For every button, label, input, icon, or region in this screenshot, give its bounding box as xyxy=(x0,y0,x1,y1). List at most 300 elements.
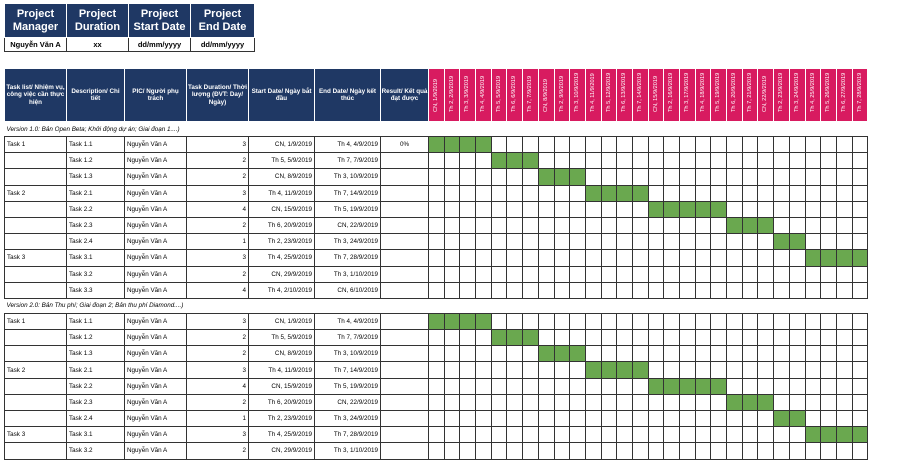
gantt-day-cell[interactable] xyxy=(789,266,805,282)
gantt-day-cell[interactable] xyxy=(742,201,758,217)
gantt-day-cell[interactable] xyxy=(523,185,539,201)
gantt-day-cell[interactable] xyxy=(585,217,601,233)
result-cell[interactable]: 0% xyxy=(381,137,429,153)
gantt-day-cell[interactable] xyxy=(789,201,805,217)
gantt-bar-cell[interactable] xyxy=(805,427,821,443)
gantt-day-cell[interactable] xyxy=(632,411,648,427)
gantt-day-cell[interactable] xyxy=(523,378,539,394)
duration-cell[interactable]: 2 xyxy=(187,394,249,410)
description-cell[interactable]: Task 1.2 xyxy=(67,153,125,169)
gantt-day-cell[interactable] xyxy=(444,185,460,201)
gantt-day-cell[interactable] xyxy=(460,217,476,233)
gantt-day-cell[interactable] xyxy=(680,169,696,185)
gantt-day-cell[interactable] xyxy=(570,378,586,394)
gantt-day-cell[interactable] xyxy=(789,443,805,459)
gantt-day-cell[interactable] xyxy=(444,330,460,346)
start-date-cell[interactable]: Th 6, 20/9/2019 xyxy=(249,217,315,233)
description-cell[interactable]: Task 2.3 xyxy=(67,394,125,410)
gantt-day-cell[interactable] xyxy=(789,137,805,153)
gantt-day-cell[interactable] xyxy=(601,282,617,298)
gantt-day-cell[interactable] xyxy=(664,330,680,346)
gantt-day-cell[interactable] xyxy=(852,394,868,410)
gantt-day-cell[interactable] xyxy=(538,362,554,378)
gantt-day-cell[interactable] xyxy=(429,443,445,459)
end-date-cell[interactable]: Th 7, 28/9/2019 xyxy=(315,250,381,266)
end-date-cell[interactable]: CN, 22/9/2019 xyxy=(315,394,381,410)
gantt-day-cell[interactable] xyxy=(460,427,476,443)
gantt-day-cell[interactable] xyxy=(680,346,696,362)
gantt-day-cell[interactable] xyxy=(821,137,837,153)
end-date-cell[interactable]: Th 7, 7/9/2019 xyxy=(315,330,381,346)
gantt-day-cell[interactable] xyxy=(805,234,821,250)
gantt-day-cell[interactable] xyxy=(680,217,696,233)
gantt-day-cell[interactable] xyxy=(523,250,539,266)
gantt-day-cell[interactable] xyxy=(852,378,868,394)
pic-cell[interactable]: Nguyễn Văn A xyxy=(125,217,187,233)
gantt-day-cell[interactable] xyxy=(664,137,680,153)
gantt-day-cell[interactable] xyxy=(758,137,774,153)
gantt-day-cell[interactable] xyxy=(774,346,790,362)
description-cell[interactable]: Task 2.1 xyxy=(67,185,125,201)
gantt-day-cell[interactable] xyxy=(852,313,868,329)
gantt-bar-cell[interactable] xyxy=(695,201,711,217)
gantt-day-cell[interactable] xyxy=(695,185,711,201)
gantt-day-cell[interactable] xyxy=(523,427,539,443)
gantt-day-cell[interactable] xyxy=(460,185,476,201)
gantt-day-cell[interactable] xyxy=(554,282,570,298)
gantt-day-cell[interactable] xyxy=(852,201,868,217)
gantt-bar-cell[interactable] xyxy=(648,201,664,217)
gantt-bar-cell[interactable] xyxy=(664,201,680,217)
gantt-day-cell[interactable] xyxy=(476,185,492,201)
gantt-day-cell[interactable] xyxy=(758,443,774,459)
end-date-cell[interactable]: Th 3, 1/10/2019 xyxy=(315,443,381,459)
gantt-day-cell[interactable] xyxy=(460,169,476,185)
end-date-cell[interactable]: Th 7, 28/9/2019 xyxy=(315,427,381,443)
gantt-day-cell[interactable] xyxy=(444,217,460,233)
gantt-day-cell[interactable] xyxy=(601,330,617,346)
gantt-day-cell[interactable] xyxy=(460,411,476,427)
gantt-day-cell[interactable] xyxy=(538,153,554,169)
pic-cell[interactable]: Nguyễn Văn A xyxy=(125,346,187,362)
gantt-day-cell[interactable] xyxy=(836,394,852,410)
gantt-day-cell[interactable] xyxy=(507,217,523,233)
start-date-cell[interactable]: CN, 8/9/2019 xyxy=(249,346,315,362)
gantt-day-cell[interactable] xyxy=(617,266,633,282)
gantt-day-cell[interactable] xyxy=(491,137,507,153)
gantt-day-cell[interactable] xyxy=(852,411,868,427)
gantt-day-cell[interactable] xyxy=(680,266,696,282)
gantt-day-cell[interactable] xyxy=(664,427,680,443)
description-cell[interactable]: Task 1.2 xyxy=(67,330,125,346)
gantt-day-cell[interactable] xyxy=(554,394,570,410)
gantt-bar-cell[interactable] xyxy=(538,346,554,362)
gantt-day-cell[interactable] xyxy=(758,411,774,427)
gantt-day-cell[interactable] xyxy=(554,185,570,201)
header-end-date[interactable]: End Date/ Ngày kết thúc xyxy=(315,69,381,122)
gantt-day-cell[interactable] xyxy=(774,362,790,378)
gantt-day-cell[interactable] xyxy=(507,313,523,329)
gantt-day-cell[interactable] xyxy=(664,346,680,362)
gantt-day-cell[interactable] xyxy=(617,411,633,427)
gantt-day-cell[interactable] xyxy=(554,411,570,427)
gantt-day-cell[interactable] xyxy=(601,411,617,427)
gantt-day-cell[interactable] xyxy=(585,137,601,153)
date-header[interactable] xyxy=(601,69,617,122)
start-date-cell[interactable]: CN, 8/9/2019 xyxy=(249,169,315,185)
gantt-day-cell[interactable] xyxy=(695,169,711,185)
gantt-day-cell[interactable] xyxy=(617,153,633,169)
gantt-day-cell[interactable] xyxy=(507,394,523,410)
gantt-day-cell[interactable] xyxy=(758,169,774,185)
pic-cell[interactable]: Nguyễn Văn A xyxy=(125,169,187,185)
gantt-day-cell[interactable] xyxy=(664,282,680,298)
gantt-day-cell[interactable] xyxy=(491,234,507,250)
gantt-day-cell[interactable] xyxy=(476,250,492,266)
date-header[interactable] xyxy=(538,69,554,122)
gantt-day-cell[interactable] xyxy=(758,378,774,394)
gantt-day-cell[interactable] xyxy=(601,394,617,410)
gantt-day-cell[interactable] xyxy=(774,153,790,169)
gantt-day-cell[interactable] xyxy=(852,443,868,459)
gantt-day-cell[interactable] xyxy=(727,282,743,298)
end-date-cell[interactable]: Th 7, 7/9/2019 xyxy=(315,153,381,169)
gantt-day-cell[interactable] xyxy=(444,378,460,394)
date-header[interactable] xyxy=(695,69,711,122)
gantt-day-cell[interactable] xyxy=(601,137,617,153)
pic-cell[interactable]: Nguyễn Văn A xyxy=(125,443,187,459)
gantt-day-cell[interactable] xyxy=(476,411,492,427)
gantt-day-cell[interactable] xyxy=(852,362,868,378)
pic-cell[interactable]: Nguyễn Văn A xyxy=(125,153,187,169)
gantt-bar-cell[interactable] xyxy=(742,217,758,233)
result-cell[interactable] xyxy=(381,169,429,185)
gantt-bar-cell[interactable] xyxy=(507,153,523,169)
duration-cell[interactable]: 3 xyxy=(187,185,249,201)
start-date-cell[interactable]: Th 4, 25/9/2019 xyxy=(249,250,315,266)
duration-cell[interactable]: 3 xyxy=(187,137,249,153)
gantt-day-cell[interactable] xyxy=(632,250,648,266)
end-date-cell[interactable]: CN, 22/9/2019 xyxy=(315,217,381,233)
gantt-day-cell[interactable] xyxy=(758,266,774,282)
gantt-day-cell[interactable] xyxy=(664,185,680,201)
gantt-day-cell[interactable] xyxy=(617,201,633,217)
gantt-day-cell[interactable] xyxy=(727,201,743,217)
gantt-day-cell[interactable] xyxy=(711,427,727,443)
description-cell[interactable]: Task 1.1 xyxy=(67,137,125,153)
gantt-day-cell[interactable] xyxy=(460,443,476,459)
gantt-bar-cell[interactable] xyxy=(429,313,445,329)
gantt-day-cell[interactable] xyxy=(789,346,805,362)
description-cell[interactable]: Task 3.2 xyxy=(67,266,125,282)
task-list-cell[interactable] xyxy=(5,153,67,169)
gantt-day-cell[interactable] xyxy=(601,234,617,250)
gantt-bar-cell[interactable] xyxy=(836,250,852,266)
gantt-day-cell[interactable] xyxy=(632,443,648,459)
gantt-day-cell[interactable] xyxy=(507,443,523,459)
gantt-day-cell[interactable] xyxy=(632,427,648,443)
gantt-day-cell[interactable] xyxy=(664,153,680,169)
gantt-day-cell[interactable] xyxy=(523,411,539,427)
gantt-day-cell[interactable] xyxy=(570,250,586,266)
gantt-day-cell[interactable] xyxy=(585,282,601,298)
gantt-bar-cell[interactable] xyxy=(742,394,758,410)
gantt-day-cell[interactable] xyxy=(789,330,805,346)
result-cell[interactable] xyxy=(381,346,429,362)
gantt-day-cell[interactable] xyxy=(523,443,539,459)
gantt-day-cell[interactable] xyxy=(632,346,648,362)
gantt-day-cell[interactable] xyxy=(476,153,492,169)
gantt-day-cell[interactable] xyxy=(554,250,570,266)
gantt-day-cell[interactable] xyxy=(695,282,711,298)
gantt-day-cell[interactable] xyxy=(617,330,633,346)
gantt-day-cell[interactable] xyxy=(789,362,805,378)
gantt-day-cell[interactable] xyxy=(491,250,507,266)
gantt-day-cell[interactable] xyxy=(805,282,821,298)
result-cell[interactable] xyxy=(381,266,429,282)
gantt-day-cell[interactable] xyxy=(491,266,507,282)
gantt-day-cell[interactable] xyxy=(648,250,664,266)
gantt-day-cell[interactable] xyxy=(727,234,743,250)
gantt-day-cell[interactable] xyxy=(648,169,664,185)
gantt-day-cell[interactable] xyxy=(507,378,523,394)
gantt-day-cell[interactable] xyxy=(774,137,790,153)
gantt-day-cell[interactable] xyxy=(617,378,633,394)
gantt-day-cell[interactable] xyxy=(758,201,774,217)
gantt-day-cell[interactable] xyxy=(680,362,696,378)
gantt-day-cell[interactable] xyxy=(774,185,790,201)
section-label[interactable]: Version 2.0: Bản Thu phí; Giai đoạn 2; Bản thu phí Diamond....) xyxy=(5,298,868,313)
duration-cell[interactable]: 2 xyxy=(187,266,249,282)
gantt-day-cell[interactable] xyxy=(491,282,507,298)
result-cell[interactable] xyxy=(381,394,429,410)
gantt-day-cell[interactable] xyxy=(585,378,601,394)
header-pic[interactable]: PIC/ Người phụ trách xyxy=(125,69,187,122)
gantt-day-cell[interactable] xyxy=(852,266,868,282)
gantt-day-cell[interactable] xyxy=(789,217,805,233)
gantt-day-cell[interactable] xyxy=(648,427,664,443)
gantt-day-cell[interactable] xyxy=(680,443,696,459)
gantt-day-cell[interactable] xyxy=(632,313,648,329)
start-date-cell[interactable]: Th 4, 2/10/2019 xyxy=(249,282,315,298)
gantt-day-cell[interactable] xyxy=(507,234,523,250)
pic-cell[interactable]: Nguyễn Văn A xyxy=(125,266,187,282)
gantt-day-cell[interactable] xyxy=(648,443,664,459)
gantt-day-cell[interactable] xyxy=(711,250,727,266)
gantt-day-cell[interactable] xyxy=(538,137,554,153)
gantt-day-cell[interactable] xyxy=(648,266,664,282)
gantt-day-cell[interactable] xyxy=(680,330,696,346)
gantt-day-cell[interactable] xyxy=(680,313,696,329)
gantt-day-cell[interactable] xyxy=(585,411,601,427)
gantt-day-cell[interactable] xyxy=(680,234,696,250)
gantt-day-cell[interactable] xyxy=(742,427,758,443)
date-header[interactable] xyxy=(617,69,633,122)
result-cell[interactable] xyxy=(381,378,429,394)
gantt-day-cell[interactable] xyxy=(789,185,805,201)
gantt-day-cell[interactable] xyxy=(570,266,586,282)
gantt-bar-cell[interactable] xyxy=(852,427,868,443)
end-date-cell[interactable]: Th 4, 4/9/2019 xyxy=(315,137,381,153)
header-start-date[interactable]: Start Date/ Ngày bắt đầu xyxy=(249,69,315,122)
gantt-day-cell[interactable] xyxy=(758,250,774,266)
gantt-bar-cell[interactable] xyxy=(585,185,601,201)
gantt-day-cell[interactable] xyxy=(491,346,507,362)
gantt-day-cell[interactable] xyxy=(711,169,727,185)
gantt-day-cell[interactable] xyxy=(821,185,837,201)
end-date-cell[interactable]: Th 5, 19/9/2019 xyxy=(315,378,381,394)
gantt-day-cell[interactable] xyxy=(758,185,774,201)
gantt-day-cell[interactable] xyxy=(632,234,648,250)
gantt-day-cell[interactable] xyxy=(617,443,633,459)
gantt-day-cell[interactable] xyxy=(836,169,852,185)
gantt-day-cell[interactable] xyxy=(601,250,617,266)
gantt-day-cell[interactable] xyxy=(444,411,460,427)
gantt-day-cell[interactable] xyxy=(570,234,586,250)
gantt-day-cell[interactable] xyxy=(554,153,570,169)
gantt-day-cell[interactable] xyxy=(664,362,680,378)
gantt-bar-cell[interactable] xyxy=(570,169,586,185)
gantt-day-cell[interactable] xyxy=(789,394,805,410)
gantt-day-cell[interactable] xyxy=(538,378,554,394)
pic-cell[interactable]: Nguyễn Văn A xyxy=(125,362,187,378)
gantt-day-cell[interactable] xyxy=(476,427,492,443)
gantt-bar-cell[interactable] xyxy=(617,362,633,378)
gantt-day-cell[interactable] xyxy=(491,217,507,233)
gantt-day-cell[interactable] xyxy=(774,201,790,217)
gantt-day-cell[interactable] xyxy=(538,443,554,459)
task-list-cell[interactable] xyxy=(5,201,67,217)
description-cell[interactable]: Task 3.3 xyxy=(67,282,125,298)
date-header[interactable] xyxy=(664,69,680,122)
gantt-day-cell[interactable] xyxy=(585,234,601,250)
gantt-day-cell[interactable] xyxy=(601,427,617,443)
gantt-day-cell[interactable] xyxy=(805,153,821,169)
gantt-day-cell[interactable] xyxy=(821,330,837,346)
date-header[interactable] xyxy=(570,69,586,122)
gantt-day-cell[interactable] xyxy=(648,217,664,233)
pic-cell[interactable]: Nguyễn Văn A xyxy=(125,234,187,250)
gantt-day-cell[interactable] xyxy=(648,137,664,153)
duration-cell[interactable]: 3 xyxy=(187,250,249,266)
gantt-day-cell[interactable] xyxy=(742,443,758,459)
gantt-day-cell[interactable] xyxy=(680,137,696,153)
gantt-bar-cell[interactable] xyxy=(789,234,805,250)
description-cell[interactable]: Task 2.4 xyxy=(67,411,125,427)
gantt-day-cell[interactable] xyxy=(585,250,601,266)
gantt-day-cell[interactable] xyxy=(429,185,445,201)
gantt-day-cell[interactable] xyxy=(774,330,790,346)
value-project-manager[interactable]: Nguyễn Văn A xyxy=(5,38,67,52)
gantt-day-cell[interactable] xyxy=(648,282,664,298)
gantt-day-cell[interactable] xyxy=(554,137,570,153)
gantt-day-cell[interactable] xyxy=(821,443,837,459)
gantt-day-cell[interactable] xyxy=(836,201,852,217)
gantt-bar-cell[interactable] xyxy=(491,153,507,169)
end-date-cell[interactable]: Th 7, 14/9/2019 xyxy=(315,362,381,378)
duration-cell[interactable]: 4 xyxy=(187,282,249,298)
start-date-cell[interactable]: Th 6, 20/9/2019 xyxy=(249,394,315,410)
gantt-day-cell[interactable] xyxy=(821,266,837,282)
gantt-day-cell[interactable] xyxy=(523,394,539,410)
gantt-bar-cell[interactable] xyxy=(507,330,523,346)
gantt-day-cell[interactable] xyxy=(617,217,633,233)
end-date-cell[interactable]: Th 3, 24/9/2019 xyxy=(315,234,381,250)
gantt-day-cell[interactable] xyxy=(789,313,805,329)
gantt-bar-cell[interactable] xyxy=(476,313,492,329)
gantt-day-cell[interactable] xyxy=(632,394,648,410)
gantt-day-cell[interactable] xyxy=(742,313,758,329)
gantt-day-cell[interactable] xyxy=(742,378,758,394)
duration-cell[interactable]: 2 xyxy=(187,346,249,362)
gantt-day-cell[interactable] xyxy=(821,346,837,362)
gantt-day-cell[interactable] xyxy=(538,266,554,282)
description-cell[interactable]: Task 2.2 xyxy=(67,201,125,217)
gantt-bar-cell[interactable] xyxy=(444,313,460,329)
date-header[interactable] xyxy=(805,69,821,122)
value-project-duration[interactable]: xx xyxy=(67,38,129,52)
gantt-day-cell[interactable] xyxy=(727,137,743,153)
gantt-day-cell[interactable] xyxy=(836,137,852,153)
gantt-day-cell[interactable] xyxy=(476,362,492,378)
pic-cell[interactable]: Nguyễn Văn A xyxy=(125,394,187,410)
description-cell[interactable]: Task 2.3 xyxy=(67,217,125,233)
gantt-day-cell[interactable] xyxy=(617,234,633,250)
description-cell[interactable]: Task 1.3 xyxy=(67,169,125,185)
result-cell[interactable] xyxy=(381,153,429,169)
end-date-cell[interactable]: Th 5, 19/9/2019 xyxy=(315,201,381,217)
gantt-day-cell[interactable] xyxy=(727,185,743,201)
gantt-day-cell[interactable] xyxy=(523,282,539,298)
gantt-day-cell[interactable] xyxy=(695,427,711,443)
gantt-day-cell[interactable] xyxy=(554,313,570,329)
gantt-day-cell[interactable] xyxy=(585,153,601,169)
task-list-cell[interactable] xyxy=(5,378,67,394)
gantt-bar-cell[interactable] xyxy=(789,411,805,427)
gantt-day-cell[interactable] xyxy=(695,411,711,427)
start-date-cell[interactable]: Th 2, 23/9/2019 xyxy=(249,234,315,250)
gantt-day-cell[interactable] xyxy=(695,153,711,169)
gantt-day-cell[interactable] xyxy=(617,250,633,266)
task-list-cell[interactable] xyxy=(5,266,67,282)
gantt-day-cell[interactable] xyxy=(805,201,821,217)
gantt-day-cell[interactable] xyxy=(538,234,554,250)
gantt-day-cell[interactable] xyxy=(601,443,617,459)
gantt-day-cell[interactable] xyxy=(570,185,586,201)
description-cell[interactable]: Task 1.1 xyxy=(67,313,125,329)
value-project-start-date[interactable]: dd/mm/yyyy xyxy=(129,38,191,52)
gantt-day-cell[interactable] xyxy=(695,217,711,233)
gantt-day-cell[interactable] xyxy=(680,153,696,169)
end-date-cell[interactable]: Th 3, 24/9/2019 xyxy=(315,411,381,427)
task-list-cell[interactable]: Task 3 xyxy=(5,250,67,266)
gantt-day-cell[interactable] xyxy=(727,313,743,329)
gantt-day-cell[interactable] xyxy=(774,266,790,282)
gantt-day-cell[interactable] xyxy=(554,266,570,282)
result-cell[interactable] xyxy=(381,250,429,266)
gantt-day-cell[interactable] xyxy=(774,169,790,185)
gantt-day-cell[interactable] xyxy=(460,282,476,298)
gantt-day-cell[interactable] xyxy=(585,266,601,282)
gantt-day-cell[interactable] xyxy=(774,394,790,410)
gantt-day-cell[interactable] xyxy=(664,250,680,266)
result-cell[interactable] xyxy=(381,185,429,201)
gantt-day-cell[interactable] xyxy=(805,443,821,459)
gantt-bar-cell[interactable] xyxy=(476,137,492,153)
gantt-day-cell[interactable] xyxy=(711,330,727,346)
gantt-day-cell[interactable] xyxy=(727,346,743,362)
gantt-day-cell[interactable] xyxy=(695,394,711,410)
